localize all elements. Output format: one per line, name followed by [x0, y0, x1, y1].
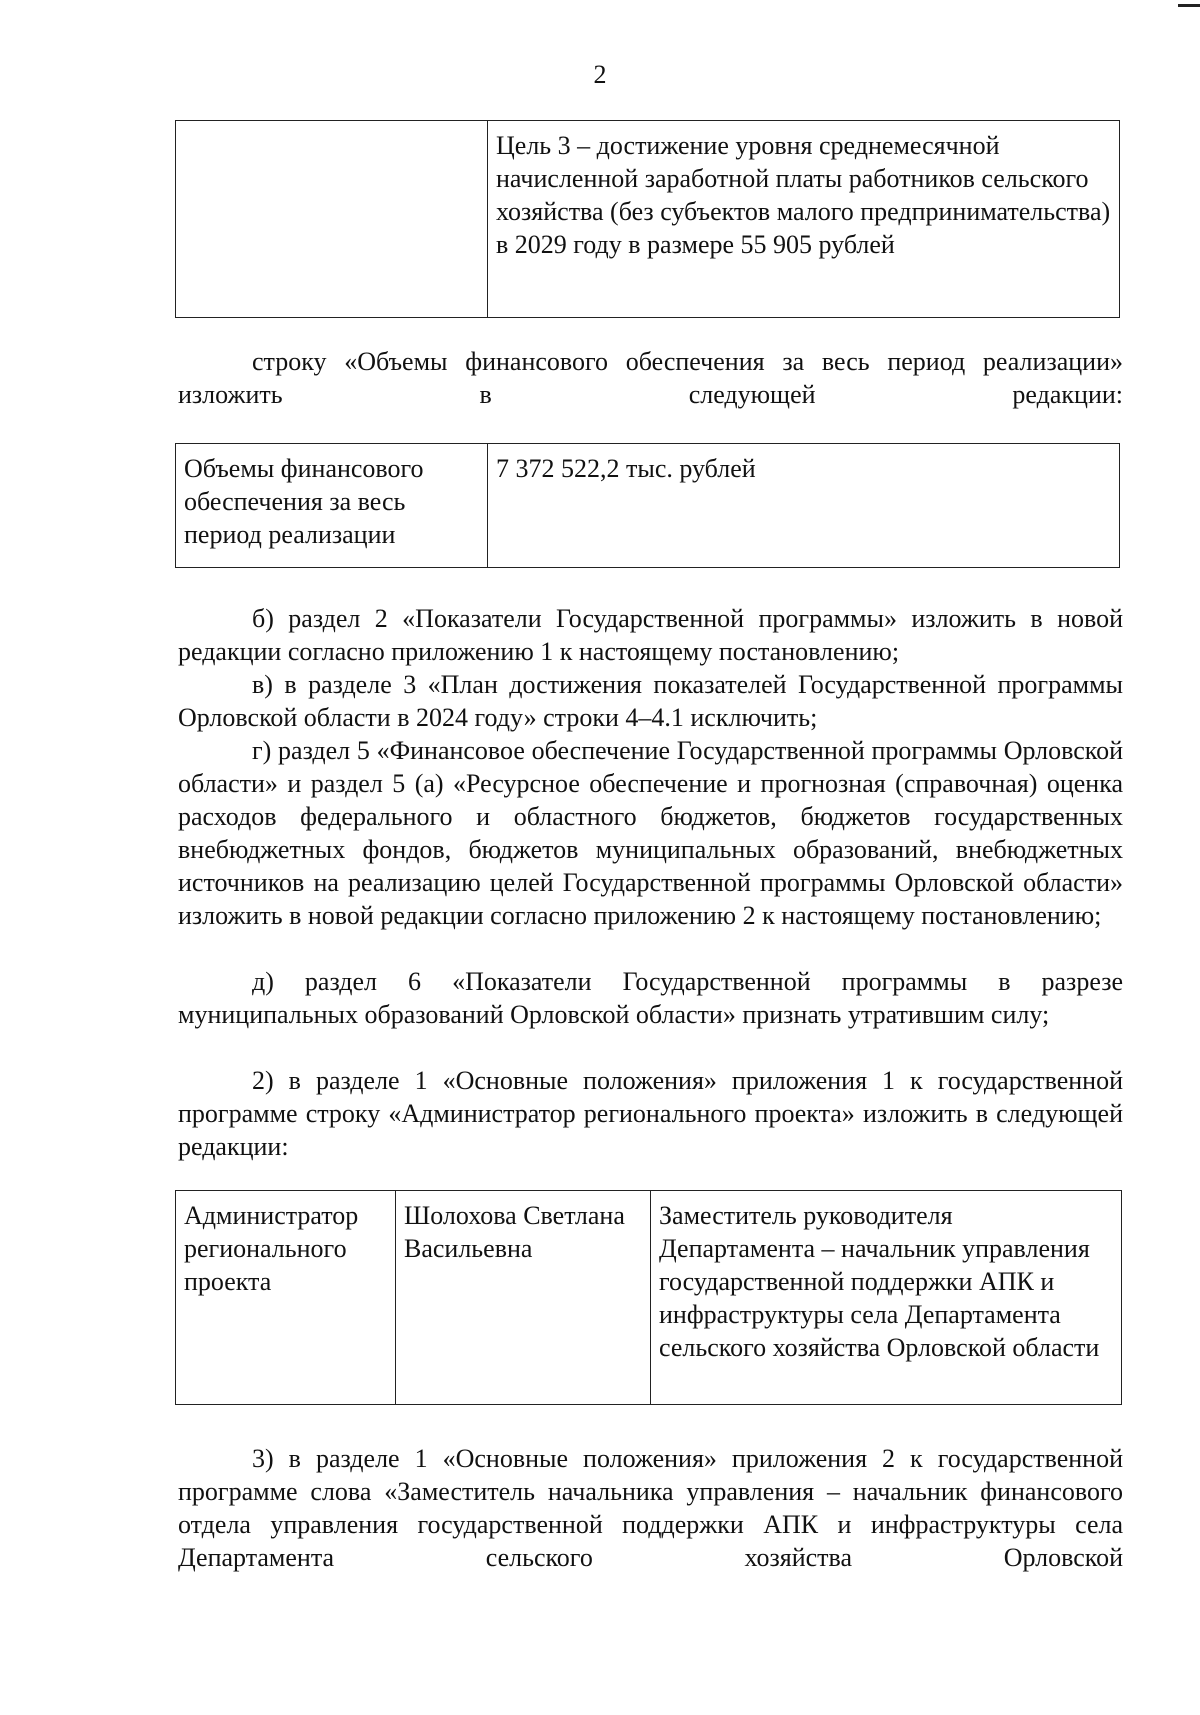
admin-role-cell: Администратор регионального проекта	[176, 1191, 396, 1405]
paragraph-b: б) раздел 2 «Показатели Государственной программы» изложить в новой редакции согласно приложению 1 к настоящему постановлению;	[178, 604, 1123, 666]
admin-position-cell: Заместитель руководителя Департамента – начальник управления государственной поддержки АПК и инфраструктуры села Департамента сельского хозяйства Орловской области	[651, 1191, 1122, 1405]
finance-value-cell: 7 372 522,2 тыс. рублей	[488, 444, 1120, 568]
table-row	[176, 1191, 1122, 1405]
final-paragraph: 3) в разделе 1 «Основные положения» приложения 2 к государственной программе слова «Заместитель начальника управления – начальник финансового отдела управления государственной поддержки АПК и инфраструктуры села Департамента сельского хозяйства Орловской	[178, 1444, 1123, 1572]
intro-paragraph: строку «Объемы финансового обеспечения за весь период реализации» изложить в следующей редакции:	[178, 347, 1123, 409]
paragraph-g: г) раздел 5 «Финансовое обеспечение Государственной программы Орловской области» и раздел 5 (а) «Ресурсное обеспечение и прогнозная (справочная) оценка расходов федерального и областного бюджетов, бюджетов государственных внебюджетных фондов, бюджетов муниципальных образований, внебюджетных источников на реализацию целей Государственной программы Орловской области» изложить в новой редакции согласно приложению 2 к настоящему постановлению;	[178, 736, 1123, 930]
admin-table	[175, 1190, 1122, 1405]
table-row	[176, 444, 1120, 568]
finance-table	[175, 443, 1120, 568]
paragraph-v: в) в разделе 3 «План достижения показателей Государственной программы Орловской области в 2024 году» строки 4–4.1 исключить;	[178, 670, 1123, 732]
admin-name-cell: Шолохова Светлана Васильевна	[396, 1191, 651, 1405]
finance-label-cell: Объемы финансового обеспечения за весь период реализации	[176, 444, 488, 568]
table-row	[176, 121, 1120, 318]
goal-table-goal-cell: Цель 3 – достижение уровня среднемесячной начисленной заработной платы работников сельского хозяйства (без субъектов малого предпринимательства) в 2029 году в размере 55 905 рублей	[488, 121, 1120, 318]
paragraph-d: д) раздел 6 «Показатели Государственной программы в разрезе муниципальных образований Орловской области» признать утратившим силу;	[178, 967, 1123, 1029]
paragraph-2: 2) в разделе 1 «Основные положения» приложения 1 к государственной программе строку «Администратор регионального проекта» изложить в следующей редакции:	[178, 1066, 1123, 1161]
scan-corner-mark	[1178, 4, 1200, 7]
goal-table-left-cell	[176, 121, 488, 318]
page-number: 2	[593, 60, 607, 89]
goal-table	[175, 120, 1120, 318]
